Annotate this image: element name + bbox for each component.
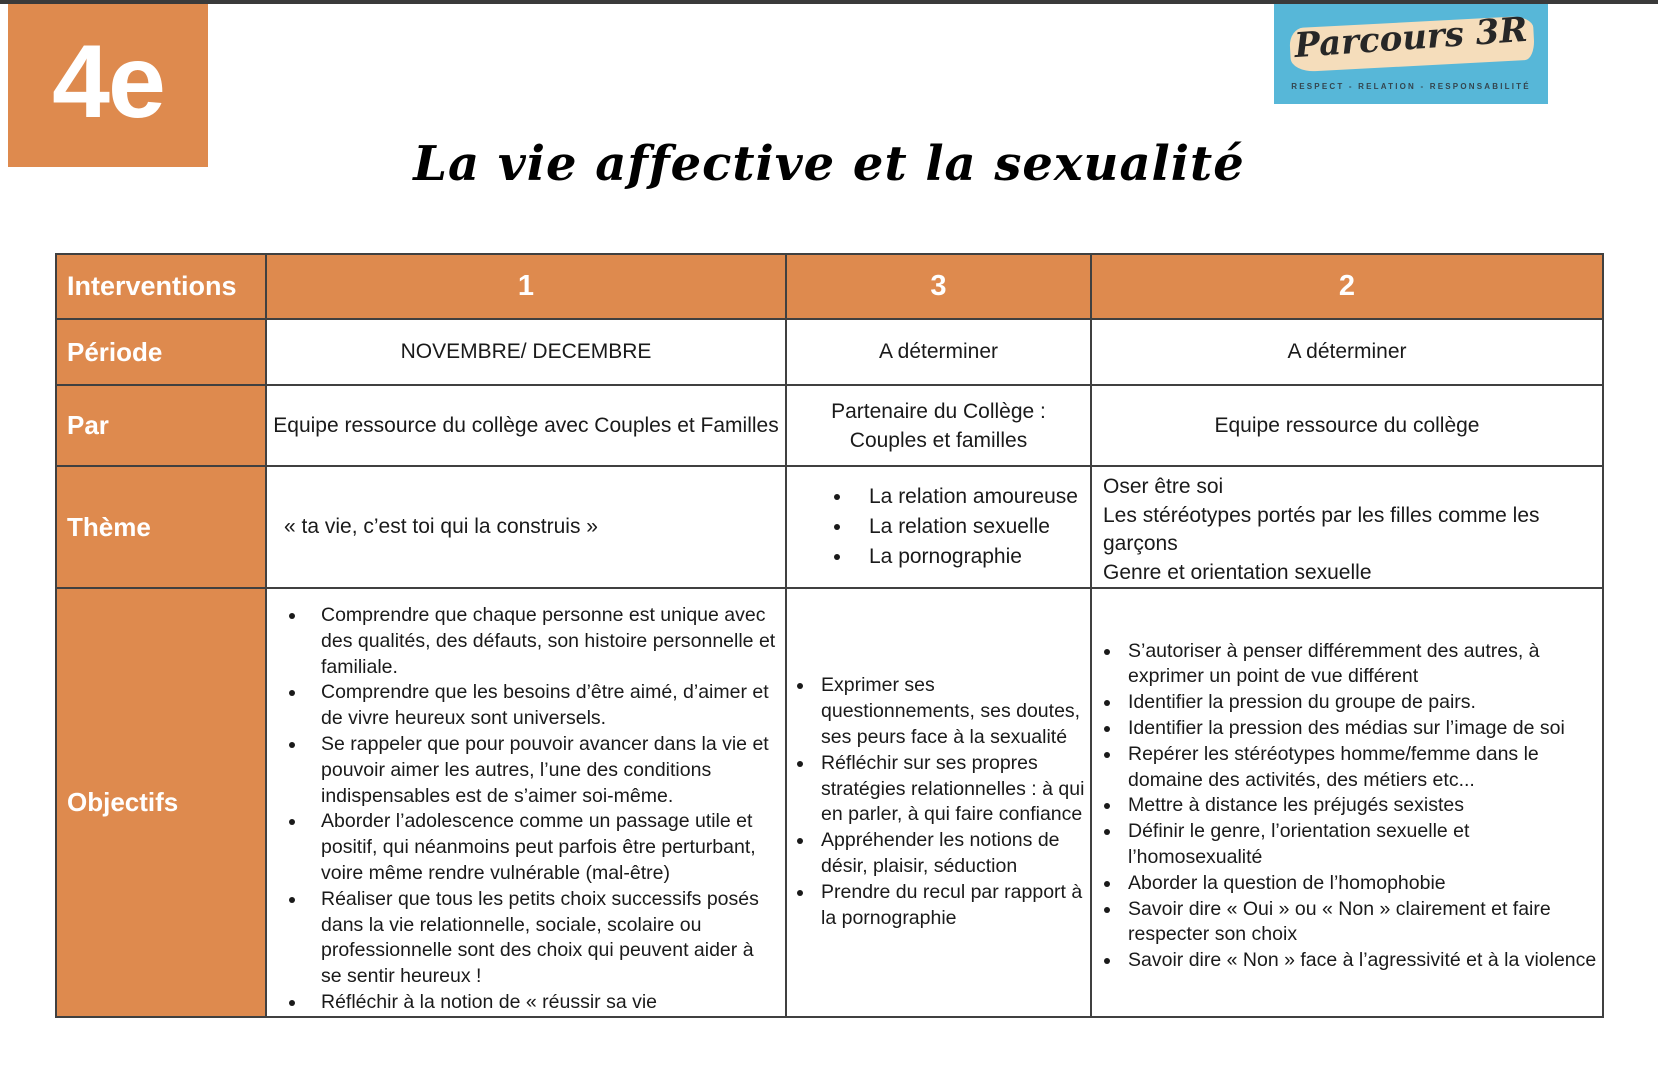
objectifs-col3 [786, 588, 1091, 1017]
list-item: • Exprimer ses questionnements, ses doutes, ses peurs face à la sexualité [815, 673, 1086, 750]
row-label-interventions: Interventions [56, 254, 266, 319]
list-item: • Savoir dire « Non » face à l’agressivité et à la violence [1122, 948, 1598, 974]
theme-col3-bullet-list [787, 482, 1090, 572]
logo-brand-text: Parcours 3R [1293, 9, 1529, 67]
par-col1: Equipe ressource du collège avec Couples et Familles [266, 385, 786, 466]
list-item: • Réfléchir sur ses propres stratégies relationnelles : à qui en parler, à qui faire confiance [815, 751, 1086, 828]
par-col3 [786, 385, 1091, 466]
periode-col3: A déterminer [786, 319, 1091, 385]
list-item: • Aborder la question de l’homophobie [1122, 871, 1598, 897]
list-item: • Définir le genre, l’orientation sexuelle et l’homosexualité [1122, 819, 1598, 871]
row-label-par: Par [56, 385, 266, 466]
list-item: Partenaire du Collège : [831, 399, 1046, 423]
table-row-interventions [56, 254, 1603, 319]
list-item: • Appréhender les notions de désir, plaisir, séduction [815, 828, 1086, 880]
list-item: • Repérer les stéréotypes homme/femme dans le domaine des activités, des métiers etc... [1122, 742, 1598, 794]
periode-col1: NOVEMBRE/ DECEMBRE [266, 319, 786, 385]
list-item: • La relation amoureuse [853, 482, 1090, 512]
list-item: • La pornographie [853, 542, 1090, 572]
list-item: • Comprendre que les besoins d’être aimé, d’aimer et de vivre heureux sont universels. [307, 680, 779, 732]
objectifs-col3-bullet-list [787, 673, 1086, 931]
intervention-number-3: 3 [786, 254, 1091, 319]
objectifs-col1 [266, 588, 786, 1017]
list-item: • Se rappeler que pour pouvoir avancer dans la vie et pouvoir aimer les autres, l’une des conditions indispensables est de s’aimer soi-même. [307, 732, 779, 809]
list-item: • Réfléchir à la notion de « réussir sa vie [307, 990, 779, 1016]
theme-col2 [1091, 466, 1603, 588]
theme-col3 [786, 466, 1091, 588]
list-item: • Aborder l’adolescence comme un passage utile et positif, qui néanmoins peut parfois être perturbant, voire même rendre vulnérable (mal-être) [307, 809, 779, 886]
list-item: • S’autoriser à penser différemment des autres, à exprimer un point de vue différent [1122, 639, 1598, 691]
objectifs-col2-bullet-list [1092, 639, 1598, 974]
list-item: • Réaliser que tous les petits choix successifs posés dans la vie relationnelle, sociale, scolaire ou professionnelle sont des choix qui peuvent aider à se sentir heureux ! [307, 887, 779, 990]
list-item: Genre et orientation sexuelle [1103, 560, 1372, 584]
table-row-theme [56, 466, 1603, 588]
row-label-periode: Période [56, 319, 266, 385]
table-row-objectifs [56, 588, 1603, 1017]
list-item: • Identifier la pression des médias sur l’image de soi [1122, 716, 1598, 742]
objectifs-col1-bullet-list [267, 603, 779, 1016]
logo-tagline: RESPECT - RELATION - RESPONSABILITÉ [1291, 82, 1531, 91]
list-item: • Mettre à distance les préjugés sexistes [1122, 793, 1598, 819]
periode-col2: A déterminer [1091, 319, 1603, 385]
list-item: • Prendre du recul par rapport à la pornographie [815, 880, 1086, 932]
list-item: • Savoir dire « Oui » ou « Non » clairement et faire respecter son choix [1122, 897, 1598, 949]
intervention-number-1: 1 [266, 254, 786, 319]
list-item: • Identifier la pression du groupe de pairs. [1122, 690, 1598, 716]
grade-badge-label: 4e [52, 23, 164, 140]
row-label-objectifs: Objectifs [56, 588, 266, 1017]
objectifs-col2 [1091, 588, 1603, 1017]
list-item: Couples et familles [849, 428, 1028, 452]
row-label-theme: Thème [56, 466, 266, 588]
list-item: • La relation sexuelle [853, 512, 1090, 542]
list-item: Les stéréotypes portés par les filles comme les garçons [1103, 503, 1540, 555]
table-row-par [56, 385, 1603, 466]
interventions-table [55, 253, 1604, 1018]
par-col2: Equipe ressource du collège [1091, 385, 1603, 466]
list-item: Oser être soi [1103, 475, 1224, 498]
page-title: La vie affective et la sexualité [413, 136, 1245, 192]
table-row-periode [56, 319, 1603, 385]
theme-col1: « ta vie, c’est toi qui la construis » [266, 466, 786, 588]
list-item: • Comprendre que chaque personne est unique avec des qualités, des défauts, son histoire personnelle et familiale. [307, 603, 779, 680]
intervention-number-2: 2 [1091, 254, 1603, 319]
parcours-3r-logo [1274, 4, 1548, 104]
